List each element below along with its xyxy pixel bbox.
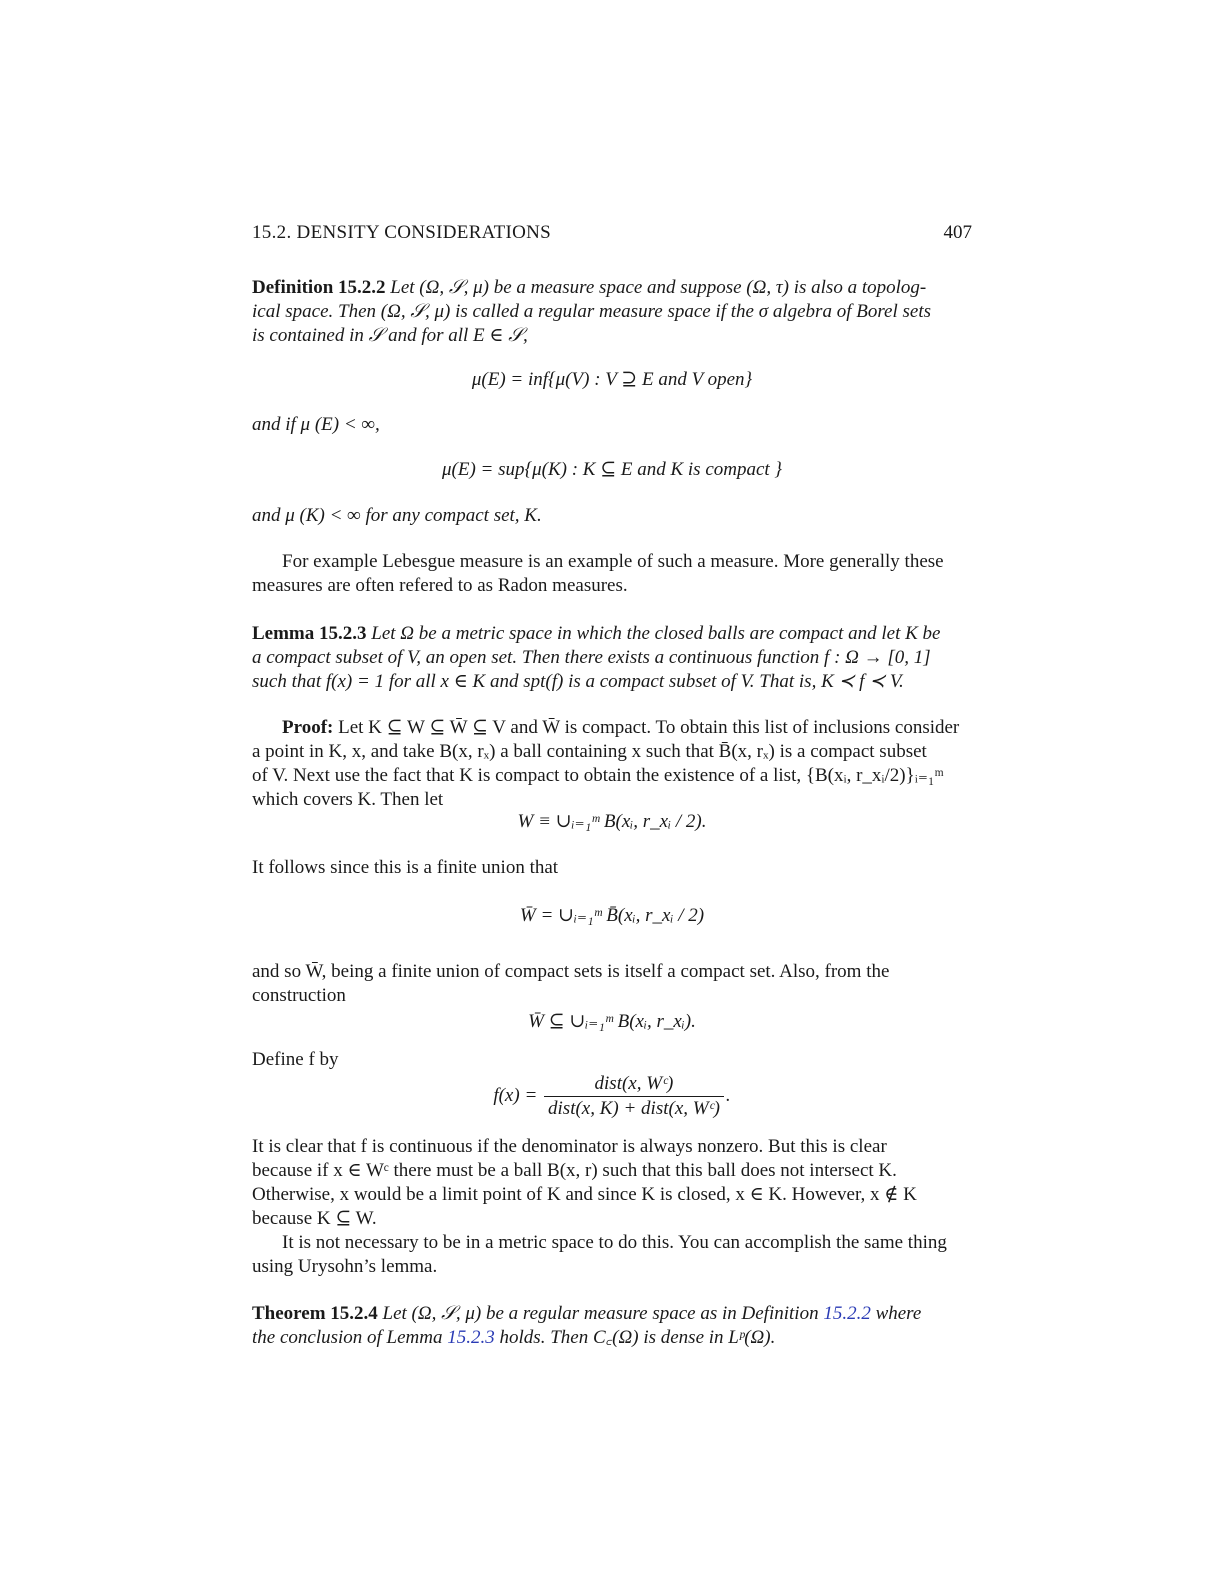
example-line-1: For example Lebesgue measure is an example of such a measure. More generally these [282, 551, 944, 572]
lemma-label: Lemma 15.2.3 [252, 623, 367, 644]
proof-line-3: of V. Next use the fact that K is compact to obtain the existence of a list, {B(xᵢ, r_xᵢ/2)}ᵢ₌₁ᵐ [252, 765, 944, 786]
section-title: 15.2. DENSITY CONSIDERATIONS [252, 222, 552, 243]
equation-w-definition: W ≡ ∪ᵢ₌₁ᵐ B(xᵢ, r_xᵢ / 2). [517, 811, 707, 832]
proof-line-4: which covers K. Then let [252, 789, 444, 810]
lemma-ref-link[interactable]: 15.2.3 [447, 1327, 495, 1348]
and-if-line: and if μ (E) < ∞, [252, 414, 380, 435]
proof-line-1: Let K ⊆ W ⊆ W̄ ⊆ V and W̄ is compact. To obtain this list of inclusions consider [338, 717, 960, 738]
lemma-block [252, 622, 972, 694]
theorem-line-2b: holds. Then C꜀(Ω) is dense in Lᵖ(Ω). [499, 1327, 776, 1348]
clear-line-4: because K ⊆ W. [252, 1208, 377, 1229]
and-so-paragraph [252, 960, 972, 1008]
clear-line-1: It is clear that f is continuous if the denominator is always nonzero. But this is clear [252, 1136, 887, 1157]
and-mu-line: and μ (K) < ∞ for any compact set, K. [252, 505, 542, 526]
definition-label: Definition 15.2.2 [252, 277, 386, 298]
page-number: 407 [943, 222, 972, 243]
equation-f: f(x) = $\frac{\text{dist(x, Wᶜ)}}{\text{dist(x, K) + dist(x, Wᶜ)}}$ . [493, 1073, 731, 1119]
definition-line-1: Let (Ω, 𝒮, μ) be a measure space and suppose (Ω, τ) is also a topolog- [390, 277, 927, 298]
equation-w-closure: W̄ = ∪ᵢ₌₁ᵐ B̄(xᵢ, r_xᵢ / 2) [519, 905, 705, 926]
definition-line-2: ical space. Then (Ω, 𝒮, μ) is called a regular measure space if the σ algebra of Borel sets [252, 301, 931, 322]
proof-label: Proof: [282, 717, 334, 738]
and-so-line-1: and so W̄, being a finite union of compact sets is itself a compact set. Also, from the [252, 961, 890, 982]
theorem-line-1b: where [875, 1303, 922, 1324]
example-paragraph [252, 550, 972, 598]
lemma-line-2: a compact subset of V, an open set. Then there exists a continuous function f : Ω → [0, 1] [252, 647, 931, 668]
lemma-line-3: such that f(x) = 1 for all x ∈ K and spt(f) is a compact subset of V. That is, K ≺ f ≺ V. [252, 671, 904, 692]
equation-sup: μ(E) = sup{μ(K) : K ⊆ E and K is compact } [441, 459, 783, 480]
clear-line-3: Otherwise, x would be a limit point of K and since K is closed, x ∈ K. However, x ∉ K [252, 1184, 917, 1205]
proof-line-2: a point in K, x, and take B(x, rₓ) a ball containing x such that B̄(x, rₓ) is a compact subset [252, 741, 927, 762]
equation-f-numerator: dist(x, Wᶜ) [544, 1072, 724, 1097]
definition-line-3: is contained in 𝒮 and for all E ∈ 𝒮, [252, 325, 528, 346]
theorem-label: Theorem 15.2.4 [252, 1303, 378, 1324]
define-f-line: Define f by [252, 1049, 339, 1070]
equation-w-subset: W̄ ⊆ ∪ᵢ₌₁ᵐ B(xᵢ, r_xᵢ). [528, 1011, 696, 1032]
equation-f-lhs: f(x) = [493, 1084, 538, 1106]
equation-f-fraction [544, 1072, 724, 1121]
example-line-2: measures are often refered to as Radon measures. [252, 575, 628, 596]
definition-ref-link[interactable]: 15.2.2 [823, 1303, 871, 1324]
and-so-line-2: construction [252, 985, 346, 1006]
theorem-line-1a: Let (Ω, 𝒮, μ) be a regular measure space as in Definition [382, 1303, 819, 1324]
proof-block [252, 716, 972, 812]
lemma-line-1: Let Ω be a metric space in which the closed balls are compact and let K be [371, 623, 941, 644]
theorem-line-2a: the conclusion of Lemma [252, 1327, 443, 1348]
urysohn-line-2: using Urysohn’s lemma. [252, 1256, 438, 1277]
follows-line: It follows since this is a finite union that [252, 857, 559, 878]
running-header [252, 222, 972, 246]
clear-paragraph [252, 1135, 972, 1279]
clear-line-2: because if x ∈ Wᶜ there must be a ball B(x, r) such that this ball does not intersect K. [252, 1160, 897, 1181]
theorem-block [252, 1302, 972, 1350]
definition-block [252, 276, 972, 348]
urysohn-line-1: It is not necessary to be in a metric space to do this. You can accomplish the same thing [282, 1232, 947, 1253]
equation-f-denominator: dist(x, K) + dist(x, Wᶜ) [548, 1098, 720, 1119]
equation-inf: μ(E) = inf{μ(V) : V ⊇ E and V open} [471, 369, 753, 390]
